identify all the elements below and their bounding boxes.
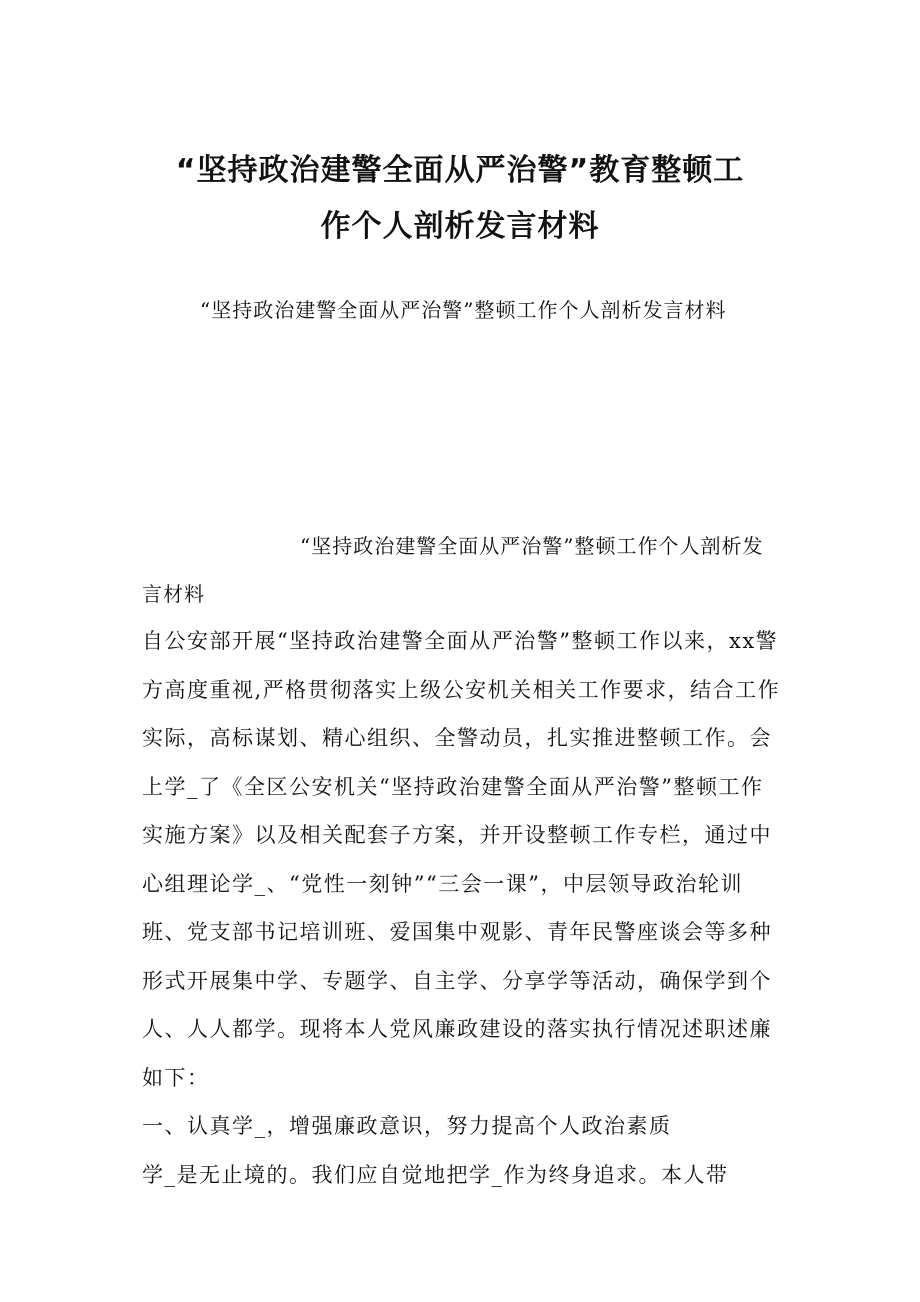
- document-title-line-1: “坚持政治建警全面从严治警”教育整顿工: [175, 153, 745, 188]
- document-title-line-2: 作个人剖析发言材料: [320, 209, 600, 244]
- body-paragraph-intro: 自公安部开展“坚持政治建警全面从严治警”整顿工作以来，xx警方高度重视,严格贯彻落实上级公安机关相关工作要求，结合工作实际，高标谋划、精心组织、全警动员，扎实推进整顿工作。会上学_了《全区公安机关“坚持政治建警全面从严治警”整顿工作实施方案》以及相关配套子方案，并开设整顿工作专栏，通过中心组理论学_、“党性一刻钟”“三会一课”，中层领导政治轮训班、党支部书记培训班、爱国集中观影、青年民警座谈会等多种形式开展集中学、专题学、自主学、分享学等活动，确保学到个人、人人都学。现将本人党风廉政建设的落实执行情况述职述廉如下：: [142, 629, 781, 1090]
- body-paragraph-section-one: 一、认真学_，增强廉政意识，努力提高个人政治素质: [142, 1114, 672, 1138]
- document-body: [142, 617, 782, 1199]
- body-paragraph-study: 学_是无止境的。我们应自觉地把学_作为终身追求。本人带: [142, 1162, 729, 1187]
- section-heading: “坚持政治建警全面从严治警”整顿工作个人剖析发言材料: [142, 534, 764, 606]
- document-subtitle: “坚持政治建警全面从严治警”整顿工作个人剖析发言材料: [200, 298, 727, 322]
